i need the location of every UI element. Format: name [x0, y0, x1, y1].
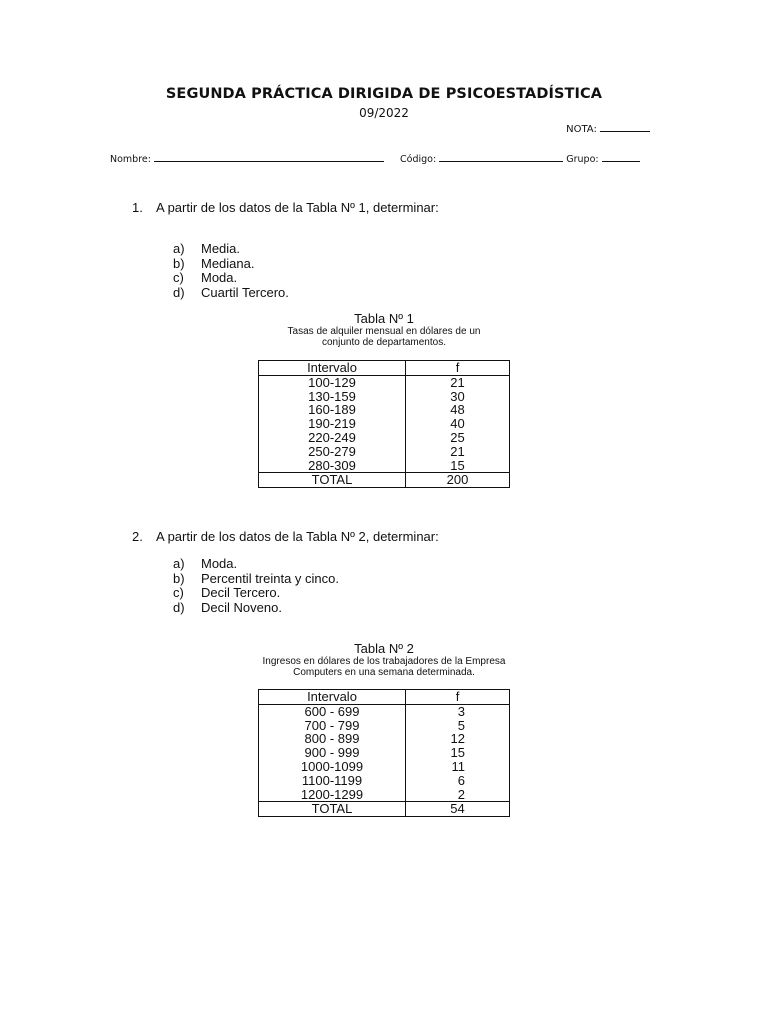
frequency-cell: 6: [406, 774, 510, 788]
option-item: [173, 286, 289, 301]
nota-label: NOTA:: [566, 124, 600, 135]
date-label: 09/2022: [359, 106, 409, 120]
codigo-label: Código:: [400, 154, 440, 165]
option-text: Moda.: [201, 270, 238, 285]
column-header-interval: Intervalo: [259, 690, 406, 705]
total-value: 54: [406, 802, 510, 817]
option-letter: d): [173, 599, 185, 615]
option-text: Decil Tercero.: [201, 585, 281, 600]
question-1: [132, 200, 439, 215]
interval-cell: 130-159: [259, 390, 406, 404]
interval-cell: 160-189: [259, 403, 406, 417]
column-header-f: f: [406, 690, 510, 705]
interval-cell: 1000-1099: [259, 760, 406, 774]
table-row: [259, 375, 510, 389]
nombre-label: Nombre:: [110, 154, 154, 165]
option-letter: b): [173, 570, 185, 586]
frequency-cell: 21: [406, 375, 510, 389]
table-2-caption: [234, 641, 534, 678]
option-text: Media.: [201, 241, 241, 256]
nombre-blank: [154, 152, 384, 162]
interval-cell: 250-279: [259, 445, 406, 459]
frequency-cell: 15: [406, 459, 510, 473]
table-row: [259, 445, 510, 459]
option-letter: d): [173, 284, 185, 300]
total-value: 200: [406, 473, 510, 488]
nota-blank: [600, 122, 650, 132]
grupo-label: Grupo:: [566, 154, 602, 165]
table-row: [259, 704, 510, 718]
option-text: Percentil treinta y cinco.: [201, 570, 340, 586]
interval-cell: 1200-1299: [259, 788, 406, 802]
option-item: [173, 242, 289, 257]
option-text: Moda.: [201, 556, 238, 571]
frequency-cell: 25: [406, 431, 510, 445]
table-row: [259, 390, 510, 404]
table-row: [259, 403, 510, 417]
table-1-caption: [234, 311, 534, 348]
question-text: A partir de los datos de la Tabla Nº 2, determinar:: [156, 529, 439, 544]
option-letter: c): [173, 270, 184, 285]
option-item: [173, 601, 339, 616]
grupo-blank: [602, 152, 640, 162]
table-total-row: [259, 473, 510, 488]
table-header-row: [259, 690, 510, 705]
frequency-cell: 5: [406, 719, 510, 733]
column-header-interval: Intervalo: [259, 361, 406, 376]
table-row: [259, 760, 510, 774]
option-item: [173, 257, 289, 272]
option-letter: b): [173, 255, 185, 271]
total-label: TOTAL: [259, 802, 406, 817]
option-letter: c): [173, 585, 184, 600]
question-1-options: [173, 242, 289, 300]
frequency-cell: 21: [406, 445, 510, 459]
frequency-cell: 12: [406, 732, 510, 746]
interval-cell: 220-249: [259, 431, 406, 445]
option-text: Mediana.: [201, 255, 255, 271]
table-row: [259, 459, 510, 473]
option-text: Cuartil Tercero.: [201, 284, 289, 300]
option-item: [173, 557, 339, 572]
frequency-cell: 40: [406, 417, 510, 431]
total-label: TOTAL: [259, 473, 406, 488]
question-2: [132, 529, 439, 544]
question-text: A partir de los datos de la Tabla Nº 1, determinar:: [156, 200, 439, 215]
interval-cell: 280-309: [259, 459, 406, 473]
page-title: SEGUNDA PRÁCTICA DIRIGIDA DE PSICOESTADÍSTICA: [165, 86, 603, 102]
table-2-subtitle-line-2: Computers en una semana determinada.: [293, 667, 475, 678]
option-item: [173, 572, 339, 587]
table-1-title: Tabla Nº 1: [354, 311, 414, 326]
interval-cell: 1100-1199: [259, 774, 406, 788]
frequency-cell: 30: [406, 390, 510, 404]
table-2: [258, 689, 510, 817]
table-1-subtitle-line-1: Tasas de alquiler mensual en dólares de un: [287, 326, 481, 337]
table-2-subtitle-line-1: Ingresos en dólares de los trabajadores de la Empresa: [262, 656, 506, 667]
interval-cell: 900 - 999: [259, 746, 406, 760]
codigo-blank: [439, 152, 563, 162]
table-1: [258, 360, 510, 488]
interval-cell: 800 - 899: [259, 732, 406, 746]
table-row: [259, 719, 510, 733]
frequency-cell: 15: [406, 746, 510, 760]
option-item: [173, 586, 339, 601]
frequency-cell: 3: [406, 704, 510, 718]
option-letter: a): [173, 556, 185, 571]
interval-cell: 700 - 799: [259, 719, 406, 733]
table-1-subtitle-line-2: conjunto de departamentos.: [322, 337, 446, 348]
question-2-options: [173, 557, 339, 615]
table-2-title: Tabla Nº 2: [354, 641, 414, 656]
table-row: [259, 774, 510, 788]
table-row: [259, 732, 510, 746]
option-text: Decil Noveno.: [201, 599, 282, 615]
interval-cell: 600 - 699: [259, 704, 406, 718]
question-number: 1.: [132, 200, 143, 215]
table-total-row: [259, 802, 510, 817]
question-number: 2.: [132, 529, 143, 544]
table-row: [259, 417, 510, 431]
nota-field: [566, 122, 650, 135]
table-header-row: [259, 361, 510, 376]
table-row: [259, 431, 510, 445]
table-row: [259, 788, 510, 802]
student-info-row: [110, 152, 650, 165]
frequency-cell: 48: [406, 403, 510, 417]
column-header-f: f: [406, 361, 510, 376]
interval-cell: 190-219: [259, 417, 406, 431]
option-letter: a): [173, 241, 185, 256]
table-row: [259, 746, 510, 760]
frequency-cell: 2: [406, 788, 510, 802]
option-item: [173, 271, 289, 286]
frequency-cell: 11: [406, 760, 510, 774]
interval-cell: 100-129: [259, 375, 406, 389]
